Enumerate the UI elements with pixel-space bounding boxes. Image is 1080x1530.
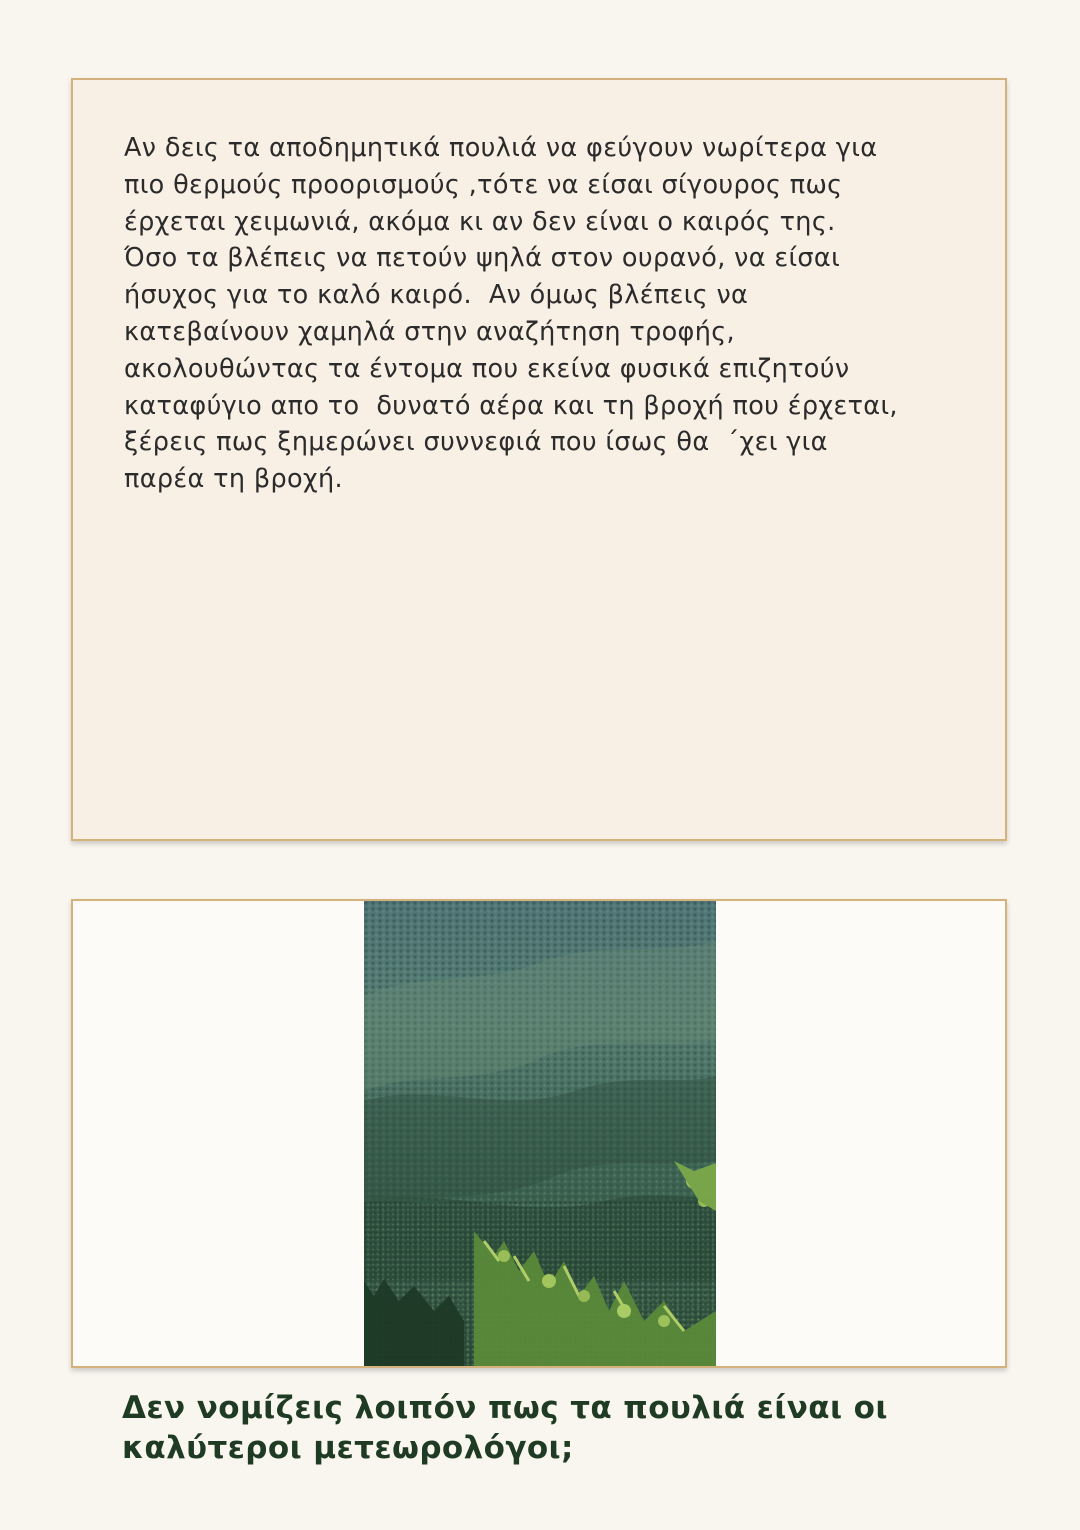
text-card — [71, 78, 1007, 841]
forest-mountain-photo — [364, 901, 716, 1368]
image-card — [71, 899, 1007, 1368]
body-paragraph: Αν δεις τα αποδημητικά πουλιά να φεύγουν νωρίτερα για πιο θερμούς προορισμούς ,τότε να είσαι σίγουρος πως έρχεται χειμωνιά, ακόμα κι αν δεν είναι ο καιρός της. Όσο τα βλέπεις να πετούν ψηλά στον ουρανό, να είσαι ήσυχος για το καλό καιρό. Αν όμως βλέπεις να κατεβαίνουν χαμηλά στην αναζήτηση τροφής, ακολουθώντας τα έντομα που εκείνα φυσικά επιζητούν καταφύγιο απο το δυνατό αέρα και τη βροχή που έρχεται, ξέρεις πως ξημερώνει συννεφιά που ίσως θα ΄χει για παρέα τη βροχή. — [124, 133, 898, 495]
closing-question: Δεν νομίζεις λοιπόν πως τα πουλιά είναι οι καλύτεροι μετεωρολόγοι; — [122, 1390, 888, 1466]
